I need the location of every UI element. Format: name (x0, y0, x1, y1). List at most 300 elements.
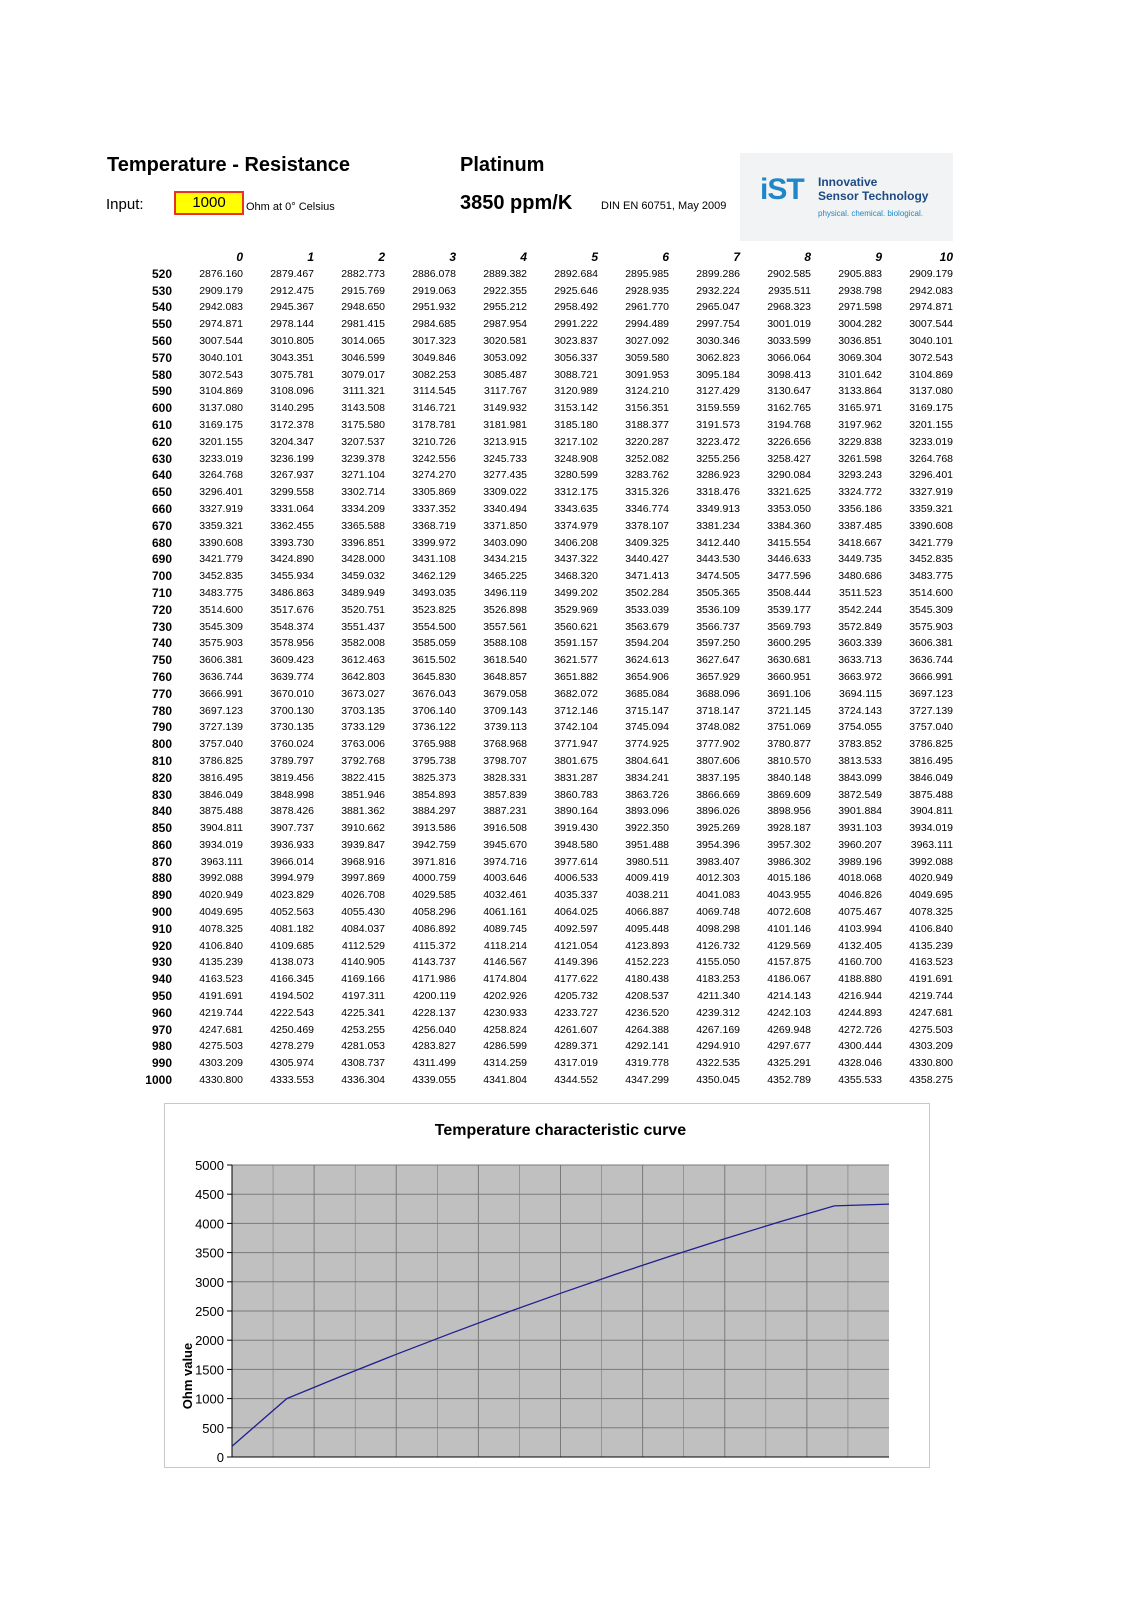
resistance-cell: 3884.297 (412, 805, 456, 818)
resistance-cell: 2925.646 (554, 284, 598, 297)
resistance-cell: 3406.208 (554, 536, 598, 549)
resistance-cell: 4049.695 (909, 889, 953, 902)
column-header: 6 (662, 250, 669, 264)
resistance-cell: 3942.759 (412, 838, 456, 851)
resistance-cell: 3508.444 (767, 586, 811, 599)
chart-title: Temperature characteristic curve (434, 1122, 687, 1139)
resistance-cell: 3271.104 (341, 469, 385, 482)
resistance-cell: 3079.017 (341, 368, 385, 381)
resistance-cell: 4177.622 (554, 973, 598, 986)
column-header: 1 (307, 250, 314, 264)
resistance-cell: 4098.298 (696, 922, 740, 935)
row-temperature-label: 680 (151, 535, 172, 550)
resistance-cell: 4219.744 (909, 990, 953, 1003)
row-temperature-label: 840 (151, 804, 172, 819)
row-temperature-label: 830 (151, 787, 172, 802)
resistance-cell: 3353.050 (767, 502, 811, 515)
table-row (136, 518, 953, 535)
resistance-cell: 3977.614 (554, 855, 598, 868)
resistance-cell: 2974.871 (199, 318, 243, 331)
resistance-cell: 4018.068 (838, 872, 882, 885)
resistance-cell: 3415.554 (767, 536, 811, 549)
resistance-cell: 4149.396 (554, 956, 598, 969)
resistance-cell: 4081.182 (270, 922, 314, 935)
table-row (136, 1005, 953, 1022)
resistance-cell: 4355.533 (838, 1074, 882, 1087)
column-header: 3 (449, 250, 456, 264)
resistance-cell: 3108.096 (270, 385, 314, 398)
table-row (136, 837, 953, 854)
resistance-cell: 3374.979 (554, 519, 598, 532)
row-temperature-label: 660 (151, 501, 172, 516)
row-temperature-label: 940 (151, 972, 172, 987)
resistance-cell: 2961.770 (625, 301, 669, 314)
resistance-cell: 3452.835 (199, 570, 243, 583)
resistance-cell: 3258.427 (767, 452, 811, 465)
table-row (136, 400, 953, 417)
table-row (136, 551, 953, 568)
resistance-cell: 3551.437 (341, 620, 385, 633)
resistance-cell: 3907.737 (270, 822, 314, 835)
table-row (136, 585, 953, 602)
resistance-cell: 2948.650 (341, 301, 385, 314)
row-temperature-label: 820 (151, 770, 172, 785)
resistance-cell: 3283.762 (625, 469, 669, 482)
resistance-cell: 4109.685 (270, 939, 314, 952)
resistance-cell: 3831.287 (554, 771, 598, 784)
resistance-cell: 3733.129 (341, 721, 385, 734)
resistance-cell: 3694.115 (838, 687, 882, 700)
resistance-cell: 3523.825 (412, 603, 456, 616)
resistance-cell: 3609.423 (270, 654, 314, 667)
resistance-cell: 3572.849 (838, 620, 882, 633)
resistance-cell: 3514.600 (199, 603, 243, 616)
resistance-cell: 3557.561 (483, 620, 527, 633)
resistance-cell: 3971.816 (412, 855, 456, 868)
resistance-cell: 3493.035 (412, 586, 456, 599)
resistance-cell: 3851.946 (341, 788, 385, 801)
resistance-cell: 3468.320 (554, 570, 598, 583)
resistance-cell: 3201.155 (199, 435, 243, 448)
resistance-cell: 2994.489 (625, 318, 669, 331)
resistance-cell: 3819.456 (270, 771, 314, 784)
resistance-cell: 3745.094 (625, 721, 669, 734)
resistance-cell: 4289.371 (554, 1040, 598, 1053)
resistance-cell: 3146.721 (412, 402, 456, 415)
resistance-cell: 3396.851 (341, 536, 385, 549)
resistance-cell: 3043.351 (270, 351, 314, 364)
resistance-cell: 3343.635 (554, 502, 598, 515)
resistance-cell: 3017.323 (412, 334, 456, 347)
resistance-cell: 2882.773 (341, 267, 385, 280)
resistance-cell: 3657.929 (696, 670, 740, 683)
resistance-cell: 4283.827 (412, 1040, 456, 1053)
table-row (136, 652, 953, 669)
resistance-cell: 3204.347 (270, 435, 314, 448)
table-row (136, 333, 953, 350)
resistance-cell: 4247.681 (909, 1006, 953, 1019)
row-temperature-label: 810 (151, 753, 172, 768)
resistance-cell: 3340.494 (483, 502, 527, 515)
resistance-cell: 3517.676 (270, 603, 314, 616)
resistance-cell: 4242.103 (767, 1006, 811, 1019)
resistance-cell: 3578.956 (270, 637, 314, 650)
resistance-cell: 2932.224 (696, 284, 740, 297)
resistance-cell: 3679.058 (483, 687, 527, 700)
table-row (136, 484, 953, 501)
table-row (136, 283, 953, 300)
table-row (136, 854, 953, 871)
y-tick-label: 4500 (195, 1187, 224, 1203)
resistance-cell: 3172.378 (270, 418, 314, 431)
resistance-cell: 3296.401 (909, 469, 953, 482)
resistance-cell: 3362.455 (270, 519, 314, 532)
resistance-cell: 4155.050 (696, 956, 740, 969)
resistance-cell: 3233.019 (909, 435, 953, 448)
y-tick-label: 1500 (195, 1362, 224, 1378)
resistance-cell: 2951.932 (412, 301, 456, 314)
material-label: Platinum (460, 154, 545, 176)
resistance-cell: 3645.830 (412, 670, 456, 683)
resistance-cell: 4121.054 (554, 939, 598, 952)
resistance-cell: 3489.949 (341, 586, 385, 599)
resistance-cell: 3191.573 (696, 418, 740, 431)
table-row (136, 1038, 953, 1055)
resistance-cell: 3381.234 (696, 519, 740, 532)
resistance-cell: 4200.119 (412, 990, 456, 1003)
resistance-cell: 3264.768 (909, 452, 953, 465)
resistance-cell: 2902.585 (767, 267, 811, 280)
resistance-cell: 3421.779 (909, 536, 953, 549)
resistance-cell: 2945.367 (270, 301, 314, 314)
resistance-cell: 3670.010 (270, 687, 314, 700)
column-header: 4 (520, 250, 527, 264)
coefficient-label: 3850 ppm/K (460, 192, 573, 214)
row-temperature-label: 910 (151, 921, 172, 936)
resistance-cell: 4236.520 (625, 1006, 669, 1019)
row-temperature-label: 770 (151, 686, 172, 701)
table-row (136, 602, 953, 619)
resistance-cell: 3412.440 (696, 536, 740, 549)
resistance-cell: 3703.135 (341, 704, 385, 717)
y-axis-label: Ohm value (180, 1342, 195, 1410)
resistance-cell: 3697.123 (199, 704, 243, 717)
resistance-cell: 3875.488 (909, 788, 953, 801)
resistance-cell: 3992.088 (909, 855, 953, 868)
resistance-cell: 3783.852 (838, 738, 882, 751)
resistance-cell: 3299.558 (270, 486, 314, 499)
resistance-cell: 3403.090 (483, 536, 527, 549)
resistance-cell: 3533.039 (625, 603, 669, 616)
resistance-cell: 3104.869 (909, 368, 953, 381)
row-temperature-label: 550 (151, 317, 172, 332)
resistance-cell: 2886.078 (412, 267, 456, 280)
resistance-cell: 3321.625 (767, 486, 811, 499)
resistance-cell: 3804.641 (625, 754, 669, 767)
resistance-cell: 4194.502 (270, 990, 314, 1003)
resistance-cell: 4317.019 (554, 1057, 598, 1070)
resistance-cell: 4143.737 (412, 956, 456, 969)
resistance-cell: 3274.270 (412, 469, 456, 482)
resistance-cell: 4247.681 (199, 1023, 243, 1036)
resistance-cell: 4347.299 (625, 1074, 669, 1087)
resistance-cell: 4066.887 (625, 906, 669, 919)
resistance-cell: 3893.096 (625, 805, 669, 818)
resistance-cell: 3545.309 (199, 620, 243, 633)
resistance-cell: 3822.415 (341, 771, 385, 784)
resistance-cell: 3688.096 (696, 687, 740, 700)
resistance-cell: 3727.139 (199, 721, 243, 734)
resistance-cell: 3837.195 (696, 771, 740, 784)
resistance-cell: 3709.143 (483, 704, 527, 717)
resistance-cell: 3730.135 (270, 721, 314, 734)
row-temperature-label: 780 (151, 703, 172, 718)
resistance-cell: 4163.523 (909, 956, 953, 969)
resistance-cell: 3597.250 (696, 637, 740, 650)
resistance-cell: 4112.529 (341, 939, 385, 952)
resistance-cell: 3036.851 (838, 334, 882, 347)
resistance-cell: 3542.244 (838, 603, 882, 616)
resistance-cell: 3474.505 (696, 570, 740, 583)
resistance-cell: 3768.968 (483, 738, 527, 751)
resistance-cell: 4043.955 (767, 889, 811, 902)
resistance-cell: 3175.580 (341, 418, 385, 431)
resistance-cell: 4152.223 (625, 956, 669, 969)
row-temperature-label: 890 (151, 888, 172, 903)
resistance-cell: 4352.789 (767, 1074, 811, 1087)
table-row (136, 467, 953, 484)
resistance-cell: 3928.187 (767, 822, 811, 835)
resistance-cell: 3588.108 (483, 637, 527, 650)
resistance-cell: 4123.893 (625, 939, 669, 952)
input-unit-label: Ohm at 0° Celsius (246, 201, 335, 213)
resistance-cell: 3691.106 (767, 687, 811, 700)
resistance-cell: 3505.365 (696, 586, 740, 599)
table-row (136, 501, 953, 518)
resistance-cell: 2895.985 (625, 267, 669, 280)
resistance-cell: 3023.837 (554, 334, 598, 347)
resistance-cell: 3780.877 (767, 738, 811, 751)
resistance-cell: 3878.426 (270, 805, 314, 818)
resistance-cell: 4269.948 (767, 1023, 811, 1036)
resistance-cell: 3925.269 (696, 822, 740, 835)
resistance-cell: 4055.430 (341, 906, 385, 919)
resistance-cell: 4258.824 (483, 1023, 527, 1036)
resistance-cell: 3229.838 (838, 435, 882, 448)
resistance-cell: 4191.691 (199, 990, 243, 1003)
resistance-cell: 3813.533 (838, 754, 882, 767)
resistance-cell: 3040.101 (199, 351, 243, 364)
resistance-cell: 3663.972 (838, 670, 882, 683)
resistance-cell: 2968.323 (767, 301, 811, 314)
resistance-cell: 4023.829 (270, 889, 314, 902)
row-temperature-label: 920 (151, 938, 172, 953)
resistance-cell: 4035.337 (554, 889, 598, 902)
resistance-cell: 4233.727 (554, 1006, 598, 1019)
resistance-cell: 4325.291 (767, 1057, 811, 1070)
resistance-cell: 4214.143 (767, 990, 811, 1003)
resistance-cell: 3566.737 (696, 620, 740, 633)
resistance-cell: 3267.937 (270, 469, 314, 482)
resistance-cell: 3082.253 (412, 368, 456, 381)
resistance-cell: 3331.064 (270, 502, 314, 515)
resistance-cell: 4261.607 (554, 1023, 598, 1036)
resistance-cell: 4118.214 (483, 939, 527, 952)
resistance-cell: 3346.774 (625, 502, 669, 515)
resistance-cell: 2958.492 (554, 301, 598, 314)
resistance-cell: 3700.130 (270, 704, 314, 717)
resistance-cell: 4297.677 (767, 1040, 811, 1053)
resistance-cell: 3660.951 (767, 670, 811, 683)
resistance-cell: 4026.708 (341, 889, 385, 902)
resistance-cell: 3721.145 (767, 704, 811, 717)
resistance-cell: 4303.209 (909, 1040, 953, 1053)
table-row (136, 988, 953, 1005)
resistance-cell: 4041.083 (696, 889, 740, 902)
resistance-cell: 3945.670 (483, 838, 527, 851)
resistance-cell: 3428.000 (341, 553, 385, 566)
resistance-cell: 3575.903 (909, 620, 953, 633)
column-header: 8 (804, 250, 811, 264)
resistance-cell: 4191.691 (909, 973, 953, 986)
resistance-cell: 3980.511 (625, 855, 669, 868)
y-tick-label: 3500 (195, 1245, 224, 1261)
resistance-cell: 4275.503 (199, 1040, 243, 1053)
resistance-cell: 3091.953 (625, 368, 669, 381)
resistance-cell: 3966.014 (270, 855, 314, 868)
resistance-cell: 3072.543 (199, 368, 243, 381)
resistance-cell: 3963.111 (200, 855, 243, 868)
resistance-cell: 3318.476 (696, 486, 740, 499)
table-row (136, 753, 953, 770)
column-header: 10 (939, 250, 953, 264)
resistance-cell: 3020.581 (483, 334, 527, 347)
resistance-cell: 4328.046 (838, 1057, 882, 1070)
y-tick-label: 2500 (195, 1304, 224, 1319)
resistance-cell: 3727.139 (909, 704, 953, 717)
resistance-cell: 3591.157 (554, 637, 598, 650)
resistance-cell: 3828.331 (483, 771, 527, 784)
resistance-cell: 4311.499 (412, 1057, 456, 1070)
resistance-cell: 3496.119 (483, 586, 527, 599)
resistance-cell: 3277.435 (483, 469, 527, 482)
table-row (136, 535, 953, 552)
resistance-cell: 3742.104 (554, 721, 598, 734)
resistance-cell: 3062.823 (696, 351, 740, 364)
resistance-cell: 3627.647 (696, 654, 740, 667)
logo-text-line2: Sensor Technology (818, 189, 929, 203)
resistance-cell: 3511.523 (838, 586, 882, 599)
resistance-cell: 3120.989 (554, 385, 598, 398)
resistance-cell: 3715.147 (625, 704, 669, 717)
resistance-cell: 2987.954 (483, 318, 527, 331)
resistance-cell: 2899.286 (696, 267, 740, 280)
row-temperature-label: 930 (151, 955, 172, 970)
y-tick-label: 4000 (195, 1216, 224, 1232)
row-temperature-label: 880 (151, 871, 172, 886)
row-temperature-label: 530 (151, 283, 172, 298)
resistance-cell: 3014.065 (341, 334, 385, 347)
resistance-cell: 4157.875 (767, 956, 811, 969)
row-temperature-label: 750 (151, 653, 172, 668)
resistance-cell: 3207.537 (341, 435, 385, 448)
resistance-cell: 3455.934 (270, 570, 314, 583)
resistance-cell: 3621.577 (554, 654, 598, 667)
input-field[interactable]: 1000 (174, 191, 244, 215)
table-row (136, 719, 953, 736)
resistance-cell: 3960.207 (838, 838, 882, 851)
table-body (136, 266, 953, 1089)
table-row (136, 383, 953, 400)
resistance-cell: 3765.988 (412, 738, 456, 751)
resistance-cell: 3007.544 (909, 318, 953, 331)
resistance-cell: 3682.072 (554, 687, 598, 700)
resistance-cell: 3594.204 (625, 637, 669, 650)
resistance-cell: 3872.549 (838, 788, 882, 801)
resistance-cell: 4103.994 (838, 922, 882, 935)
resistance-cell: 2919.063 (412, 284, 456, 297)
resistance-cell: 3676.043 (412, 687, 456, 700)
resistance-cell: 3053.092 (483, 351, 527, 364)
resistance-cell: 3994.979 (270, 872, 314, 885)
resistance-cell: 3840.148 (767, 771, 811, 784)
resistance-cell: 3648.857 (483, 670, 527, 683)
resistance-cell: 3881.362 (341, 805, 385, 818)
row-temperature-label: 970 (151, 1022, 172, 1037)
table-row (136, 770, 953, 787)
resistance-cell: 3514.600 (909, 586, 953, 599)
resistance-cell: 3349.913 (696, 502, 740, 515)
resistance-cell: 3452.835 (909, 553, 953, 566)
resistance-cell: 3724.143 (838, 704, 882, 717)
resistance-cell: 3718.147 (696, 704, 740, 717)
resistance-cell: 4330.800 (199, 1074, 243, 1087)
resistance-cell: 3792.768 (341, 754, 385, 767)
input-label: Input: (106, 196, 144, 213)
table-row (136, 1055, 953, 1072)
resistance-cell: 3563.679 (625, 620, 669, 633)
resistance-cell: 3795.738 (412, 754, 456, 767)
resistance-cell: 4009.419 (625, 872, 669, 885)
resistance-cell: 3153.142 (554, 402, 598, 415)
resistance-cell: 4174.804 (483, 973, 527, 986)
resistance-cell: 3309.022 (483, 486, 527, 499)
resistance-cell: 2974.871 (909, 301, 953, 314)
y-tick-label: 0 (216, 1450, 224, 1465)
resistance-cell: 4146.567 (483, 956, 527, 969)
resistance-cell: 3816.495 (199, 771, 243, 784)
logo-tagline: physical. chemical. biological. (818, 209, 923, 218)
resistance-cell: 3786.825 (909, 738, 953, 751)
resistance-cell: 4330.800 (909, 1057, 953, 1070)
resistance-cell: 4339.055 (412, 1074, 456, 1087)
resistance-cell: 4344.552 (554, 1074, 598, 1087)
resistance-cell: 3027.092 (625, 334, 669, 347)
resistance-cell: 2905.883 (838, 267, 882, 280)
resistance-cell: 4222.543 (270, 1006, 314, 1019)
resistance-cell: 4286.599 (483, 1040, 527, 1053)
table-row (136, 803, 953, 820)
column-header: 5 (591, 250, 598, 264)
resistance-cell: 3486.863 (270, 586, 314, 599)
row-temperature-label: 600 (151, 401, 172, 416)
resistance-cell: 4106.840 (909, 922, 953, 935)
resistance-cell: 4046.826 (838, 889, 882, 902)
resistance-cell: 3624.613 (625, 654, 669, 667)
resistance-cell: 4140.905 (341, 956, 385, 969)
resistance-cell: 4015.186 (767, 872, 811, 885)
resistance-cell: 3201.155 (909, 418, 953, 431)
